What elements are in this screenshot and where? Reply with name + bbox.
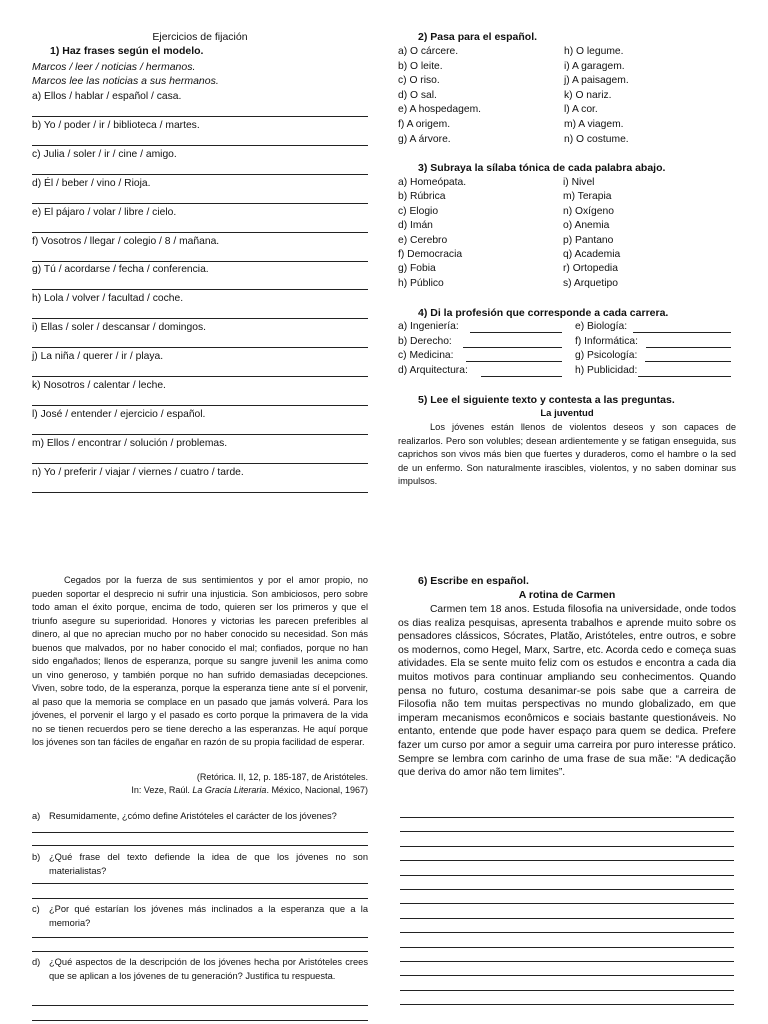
fill-blank[interactable] <box>466 361 562 362</box>
ex3-item: a) Homeópata. <box>398 177 467 188</box>
ex4-item: e) Biología: <box>575 321 628 332</box>
ex1-item: n) Yo / preferir / viajar / viernes / cuatro / tarde. <box>32 466 244 478</box>
answer-line[interactable] <box>400 918 734 919</box>
answer-line[interactable] <box>32 492 368 493</box>
ex3-item: g) Fobia <box>398 263 436 275</box>
answer-line[interactable] <box>32 434 368 435</box>
ex2-item: h) O legume. <box>564 46 624 57</box>
ex1-heading: 1) Haz frases según el modelo. <box>50 45 204 57</box>
ex5-citation-2 <box>32 785 368 795</box>
question <box>32 956 368 983</box>
ex2-item: l) A cor. <box>564 104 598 116</box>
ex3-item: r) Ortopedia <box>563 263 618 275</box>
ex2-item: f) A origem. <box>398 119 451 130</box>
ex3-item: b) Rúbrica <box>398 191 446 203</box>
answer-line[interactable] <box>32 463 368 464</box>
fill-blank[interactable] <box>633 332 731 333</box>
question-label: b) <box>32 852 41 862</box>
ex3-item: f) Democracia <box>398 249 463 260</box>
ex1-item: j) La niña / querer / ir / playa. <box>32 351 164 363</box>
answer-line[interactable] <box>400 975 734 976</box>
citation-prefix: In: Veze, Raúl. <box>131 785 193 795</box>
ex2-item: e) A hospedagem. <box>398 104 482 116</box>
ex2-item: b) O leite. <box>398 60 443 72</box>
ex2-item: a) O cárcere. <box>398 46 459 57</box>
question <box>32 851 368 878</box>
question-text: Resumidamente, ¿cómo define Aristóteles el carácter de los jóvenes? <box>49 811 337 821</box>
answer-line[interactable] <box>400 961 734 962</box>
ex1-item: c) Julia / soler / ir / cine / amigo. <box>32 148 177 160</box>
ex3-item: e) Cerebro <box>398 234 448 246</box>
ex2-item: g) A árvore. <box>398 133 451 145</box>
ex6-subtitle: A rotina de Carmen <box>518 589 616 601</box>
answer-line[interactable] <box>32 116 368 117</box>
answer-line[interactable] <box>32 232 368 233</box>
answer-line[interactable] <box>400 831 734 832</box>
fill-blank[interactable] <box>481 376 562 377</box>
citation-suffix: . México, Nacional, 1967) <box>266 785 368 795</box>
answer-line[interactable] <box>32 347 368 348</box>
ex1-item: h) Lola / volver / facultad / coche. <box>32 293 184 305</box>
page-title: Ejercicios de fijación <box>152 31 248 43</box>
ex3-item: o) Anemia <box>563 220 610 232</box>
fill-blank[interactable] <box>470 332 562 333</box>
answer-line[interactable] <box>400 817 734 818</box>
ex1-item: b) Yo / poder / ir / biblioteca / martes. <box>32 119 200 131</box>
ex2-item: c) O riso. <box>398 75 440 87</box>
ex4-heading: 4) Di la profesión que corresponde a cada carrera. <box>418 307 669 319</box>
ex3-item: i) Nivel <box>563 177 595 188</box>
question-text: ¿Qué frase del texto defiende la idea de que los jóvenes no son materialistas? <box>49 852 368 876</box>
ex1-item: i) Ellas / soler / descansar / domingos. <box>32 322 206 334</box>
fill-blank[interactable] <box>646 347 731 348</box>
answer-line[interactable] <box>400 947 734 948</box>
answer-line[interactable] <box>400 1004 734 1005</box>
ex2-item: n) O costume. <box>564 133 629 145</box>
ex2-heading: 2) Pasa para el español. <box>418 31 538 43</box>
answer-line[interactable] <box>400 889 734 890</box>
answer-line[interactable] <box>400 875 734 876</box>
ex1-item: g) Tú / acordarse / fecha / conferencia. <box>32 264 209 276</box>
answer-line[interactable] <box>400 860 734 861</box>
ex3-item: d) Imán <box>398 220 433 232</box>
ex4-item: g) Psicología: <box>575 350 638 361</box>
ex1-model-answer: Marcos lee las noticias a sus hermanos. <box>32 75 219 87</box>
ex4-item: a) Ingeniería: <box>398 321 459 332</box>
ex1-item: d) Él / beber / vino / Rioja. <box>32 177 151 189</box>
answer-line[interactable] <box>32 203 368 204</box>
ex3-item: m) Terapia <box>563 191 612 203</box>
fill-blank[interactable] <box>638 376 731 377</box>
answer-line[interactable] <box>32 1020 368 1021</box>
ex3-item: s) Arquetipo <box>563 277 618 289</box>
ex4-item: f) Informática: <box>575 335 638 347</box>
ex3-item: c) Elogio <box>398 205 439 217</box>
ex2-item: m) A viagem. <box>564 119 624 130</box>
ex6-heading: 6) Escribe en español. <box>418 575 529 587</box>
ex3-item: n) Oxígeno <box>563 205 614 217</box>
question-text: ¿Por qué estarían los jóvenes más inclinados a la esperanza que a la memoria? <box>49 904 368 928</box>
answer-line[interactable] <box>32 898 368 899</box>
answer-line[interactable] <box>32 318 368 319</box>
question-text: ¿Qué aspectos de la descripción de los jóvenes hecha por Aristóteles crees que se aplican a los jóvenes de tu generación? Justifica tu respuesta. <box>49 957 368 981</box>
answer-line[interactable] <box>32 845 368 846</box>
ex3-item: h) Público <box>398 277 444 289</box>
answer-line[interactable] <box>32 1005 368 1006</box>
ex4-item: b) Derecho: <box>398 335 452 347</box>
ex5-heading: 5) Lee el siguiente texto y contesta a las preguntas. <box>418 394 675 406</box>
fill-blank[interactable] <box>645 361 731 362</box>
ex2-item: d) O sal. <box>398 89 437 101</box>
question-label: c) <box>32 904 40 914</box>
ex4-item: d) Arquitectura: <box>398 364 468 376</box>
ex3-item: p) Pantano <box>563 234 614 246</box>
question-label: a) <box>32 811 41 821</box>
ex4-item: h) Publicidad: <box>575 364 638 376</box>
ex1-item: a) Ellos / hablar / español / casa. <box>32 91 182 102</box>
answer-line[interactable] <box>32 174 368 175</box>
answer-line[interactable] <box>400 846 734 847</box>
question <box>32 903 368 930</box>
answer-line[interactable] <box>400 990 734 991</box>
ex1-model-prompt: Marcos / leer / noticias / hermanos. <box>32 61 196 73</box>
answer-line[interactable] <box>32 376 368 377</box>
ex5-text: Los jóvenes están llenos de violentos deseos y son capaces de realizarlos. Pero son volubles; desean ardientemente y se fatigan enseguida, sus caprichos son vivos más bien que fuertes y duraderos, como el hambre o la sed de un enfermo. Son naturalmente irascibles, violentos, y no saben dominar sus impulsos. <box>398 422 736 486</box>
answer-line[interactable] <box>32 289 368 290</box>
ex1-item: e) El pájaro / volar / libre / cielo. <box>32 206 177 218</box>
answer-line[interactable] <box>400 903 734 904</box>
ex5-citation-1: (Retórica. II, 12, p. 185-187, de Aristóteles. <box>196 772 368 782</box>
ex4-item: c) Medicina: <box>398 350 454 361</box>
question <box>32 810 368 824</box>
fill-blank[interactable] <box>463 347 562 348</box>
citation-book: La Gracia Literaria <box>192 785 267 795</box>
ex3-heading: 3) Subraya la sílaba tónica de cada palabra abajo. <box>418 162 666 174</box>
ex1-item: f) Vosotros / llegar / colegio / 8 / mañana. <box>32 235 220 247</box>
answer-line[interactable] <box>32 951 368 952</box>
ex5-continuation: Cegados por la fuerza de sus sentimientos y por el amor propio, no pueden soportar el desprecio ni sufrir una injusticia. Son ambiciosos, pero sobre todo aman el éxito porque, encima de todo, quieren ser los primeros y que el triunfo asegure su superioridad. Honores y victorias les parecen preferibles al dinero, al que no aprecian mucho por no haber conocido su necesidad. Son más buenos que malvados, por no haber conocido el mal; confiados, porque no han sido engañados; llenos de esperanza, porque su sangre juvenil les anima como un vino generoso, y también porque no han sufrido demasiadas decepciones. Viven, sobre todo, de la esperanza, porque la esperanza tiene ante sí el porvenir, al paso que la memoria se complace en un pasado que jamás volverá. Para los jóvenes, el porvenir el largo y el pasado es corto porque la primavera de la vida no se tienen recuerdos pero se tiene derecho a las esperanzas. He aquí porque los jóvenes son tan fáciles de engañar en razón de su propia facilidad de esperar. <box>32 575 368 747</box>
ex1-item: m) Ellos / encontrar / solución / problemas. <box>32 437 228 449</box>
ex2-item: j) A paisagem. <box>564 75 629 87</box>
question-label: d) <box>32 957 41 967</box>
answer-line[interactable] <box>32 937 368 938</box>
ex1-item: l) José / entender / ejercicio / español. <box>32 408 206 420</box>
answer-line[interactable] <box>32 261 368 262</box>
ex1-item: k) Nosotros / calentar / leche. <box>32 380 166 391</box>
ex2-item: k) O nariz. <box>564 89 612 101</box>
answer-line[interactable] <box>32 883 368 884</box>
ex2-item: i) A garagem. <box>564 60 625 72</box>
ex5-subtitle: La juventud <box>540 408 594 419</box>
answer-line[interactable] <box>32 145 368 146</box>
answer-line[interactable] <box>32 832 368 833</box>
ex6-text: Carmen tem 18 anos. Estuda filosofia na universidade, onde todos os dias realiza pesquisas, apresenta trabalhos e aprende muito sobre os pensadores clássicos, Sócrates, Platão, Aristóteles, entre outros, e sobre os modernos, como Hegel, Marx, Sartre, etc. Acorda cedo e começa suas atividades. Ela se sente muito feliz com os estudos e encontra a cada dia muitos motivos para continuar ampliando seu conhecimentos. Quando pensa no futuro, costuma desanimar-se pois sabe que a carreira de Filosofia não tem muitas perspectivas no mundo globalizado, em que imperam mecanismos econômicos e sociais bastante questionáveis. No entanto, entende que pode haver espaço para quem se dedica. Prefere fazer um curso por amor a seguir uma carreira por puro interesse prático. Sempre se lembra com carinho de uma frase de sua mãe: “A dedicação que deriva do amor não tem limites”. <box>398 604 736 779</box>
ex3-item: q) Academia <box>563 249 621 260</box>
answer-line[interactable] <box>400 932 734 933</box>
answer-line[interactable] <box>32 405 368 406</box>
